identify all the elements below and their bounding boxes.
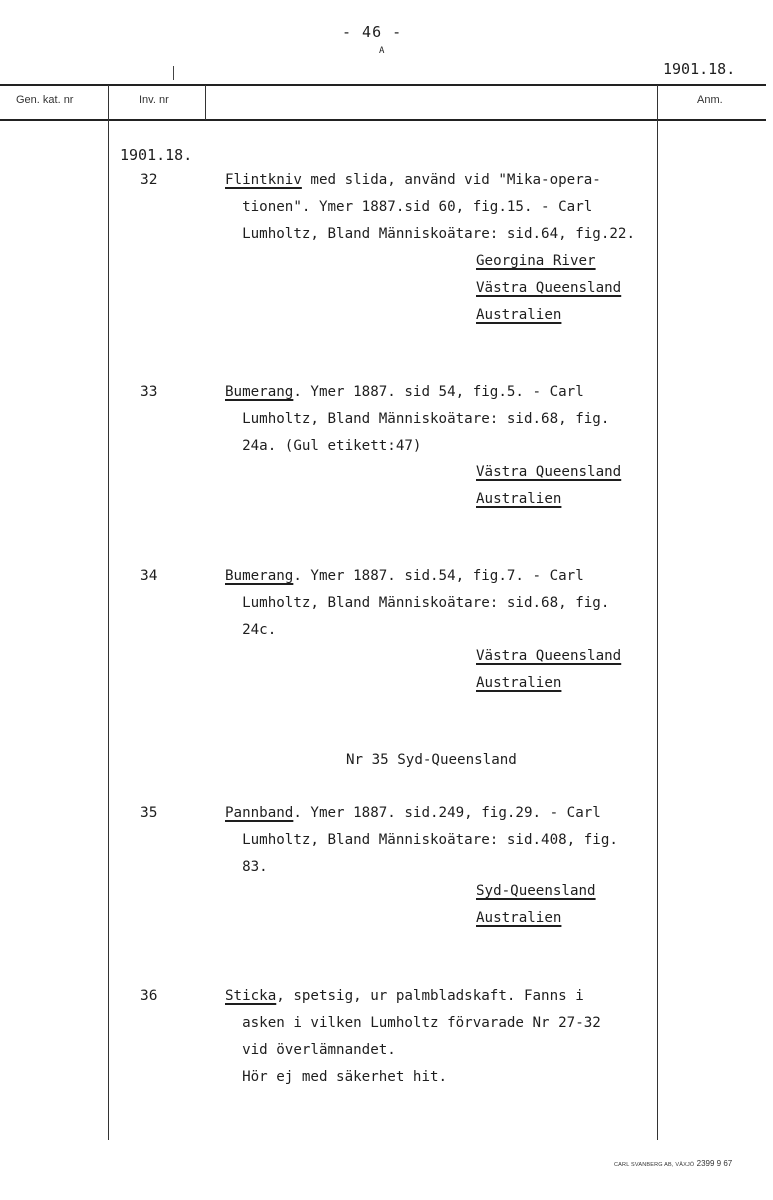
description-line: . Ymer 1887. sid.249, fig.29. - Carl bbox=[293, 805, 601, 821]
description-line: 24c. bbox=[225, 622, 277, 638]
entry-location bbox=[476, 459, 621, 513]
description-line: Lumholtz, Bland Människoätare: sid.68, fig. bbox=[225, 411, 610, 427]
section-note: Nr 35 Syd-Queensland bbox=[346, 752, 517, 768]
description-line: , spetsig, ur palmbladskaft. Fanns i bbox=[276, 988, 584, 1004]
location-line: Västra Queensland bbox=[476, 464, 622, 480]
column-header-anm: Anm. bbox=[697, 94, 723, 106]
description-line: Lumholtz, Bland Människoätare: sid.408, fig. bbox=[225, 832, 618, 848]
location-line: Australien bbox=[476, 675, 562, 691]
description-line: . Ymer 1887. sid.54, fig.7. - Carl bbox=[293, 568, 584, 584]
inventory-number: 36 bbox=[140, 988, 158, 1004]
entry-description bbox=[225, 563, 609, 644]
table-top-rule bbox=[0, 84, 766, 86]
column-header-gen-kat-nr: Gen. kat. nr bbox=[16, 94, 74, 106]
description-line: Hör ej med säkerhet hit. bbox=[225, 1069, 448, 1085]
printer-name: CARL SVANBERG AB, VÄXJÖ bbox=[614, 1162, 695, 1168]
description-line: Lumholtz, Bland Människoätare: sid.68, fig. bbox=[225, 595, 610, 611]
entry-location bbox=[476, 878, 596, 932]
description-line: vid överlämnandet. bbox=[225, 1042, 396, 1058]
object-term: Sticka bbox=[225, 988, 277, 1004]
inventory-number: 32 bbox=[140, 172, 158, 188]
location-line: Västra Queensland bbox=[476, 280, 622, 296]
object-term: Bumerang bbox=[225, 568, 294, 584]
form-code: 2399 9 67 bbox=[696, 1159, 733, 1168]
entry-description bbox=[225, 167, 635, 248]
description-line: med slida, använd vid "Mika-opera- bbox=[301, 172, 601, 188]
description-line: tionen". Ymer 1887.sid 60, fig.15. - Carl bbox=[225, 199, 593, 215]
page-number: - 46 - bbox=[342, 23, 403, 41]
location-line: Syd-Queensland bbox=[476, 883, 596, 899]
entry-location bbox=[476, 643, 621, 697]
object-term: Flintkniv bbox=[225, 172, 302, 188]
entry-description bbox=[225, 800, 618, 881]
inventory-number: 34 bbox=[140, 568, 158, 584]
inventory-number: 35 bbox=[140, 805, 158, 821]
location-line: Georgina River bbox=[476, 253, 596, 269]
location-line: Västra Queensland bbox=[476, 648, 622, 664]
description-line: . Ymer 1887. sid 54, fig.5. - Carl bbox=[293, 384, 584, 400]
group-accession-number: 1901.18. bbox=[120, 146, 193, 164]
description-line: Lumholtz, Bland Människoätare: sid.64, fig.22. bbox=[225, 226, 635, 242]
page-sub-mark: A bbox=[379, 46, 385, 56]
description-line: 24a. (Gul etikett:47) bbox=[225, 438, 422, 454]
entry-description bbox=[225, 379, 609, 460]
column-divider-anm bbox=[657, 85, 658, 1140]
object-term: Pannband bbox=[225, 805, 294, 821]
table-header-rule bbox=[0, 119, 766, 121]
column-divider-gen-kat bbox=[108, 85, 109, 1140]
column-divider-inv-top bbox=[205, 85, 206, 120]
header-accession-number: 1901.18. bbox=[663, 60, 736, 78]
description-line: asken i vilken Lumholtz förvarade Nr 27-32 bbox=[225, 1015, 601, 1031]
printer-footer bbox=[614, 1159, 732, 1168]
location-line: Australien bbox=[476, 910, 562, 926]
description-line: 83. bbox=[225, 859, 268, 875]
header-tick-mark bbox=[173, 66, 174, 80]
entry-description bbox=[225, 983, 601, 1091]
location-line: Australien bbox=[476, 307, 562, 323]
location-line: Australien bbox=[476, 491, 562, 507]
column-header-inv-nr: Inv. nr bbox=[139, 94, 169, 106]
inventory-number: 33 bbox=[140, 384, 158, 400]
entry-location bbox=[476, 248, 621, 329]
object-term: Bumerang bbox=[225, 384, 294, 400]
